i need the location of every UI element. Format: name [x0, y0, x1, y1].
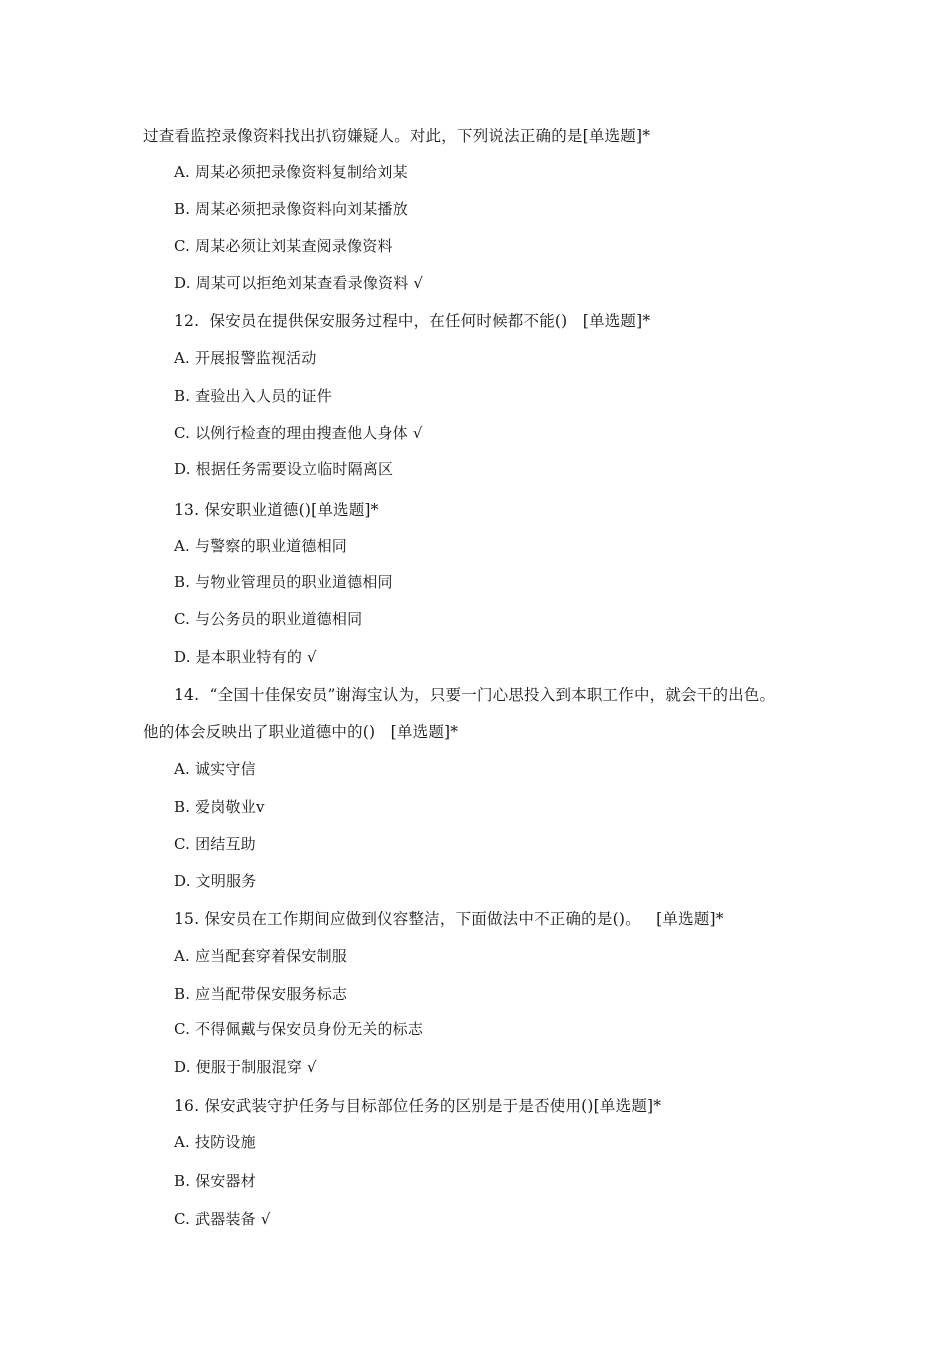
- option-d: D. 周某可以拒绝刘某查看录像资料 √: [174, 274, 424, 292]
- option-b: B. 爱岗敬业v: [174, 798, 265, 816]
- option-a: A. 应当配套穿着保安制服: [174, 947, 347, 965]
- option-a: A. 技防设施: [174, 1133, 256, 1151]
- option-c: C. 与公务员的职业道德相同: [174, 610, 363, 628]
- option-b: B. 周某必须把录像资料向刘某播放: [174, 200, 408, 218]
- question-14-stem-continuation: 他的体会反映出了职业道德中的() [单选题]*: [143, 723, 459, 741]
- option-d: D. 文明服务: [174, 872, 257, 890]
- option-b: B. 与物业管理员的职业道德相同: [174, 573, 393, 591]
- option-b: B. 保安器材: [174, 1172, 256, 1190]
- option-d: D. 根据任务需要设立临时隔离区: [174, 460, 394, 478]
- option-c: C. 周某必须让刘某查阅录像资料: [174, 237, 393, 255]
- option-c: C. 以例行检查的理由搜查他人身体 √: [174, 424, 423, 442]
- option-a: A. 开展报警监视活动: [174, 349, 317, 367]
- option-b: B. 应当配带保安服务标志: [174, 985, 348, 1003]
- option-c: C. 团结互助: [174, 835, 256, 853]
- option-d: D. 是本职业特有的 √: [174, 648, 317, 666]
- question-14-stem: 14. “全国十佳保安员”谢海宝认为，只要一门心思投入到本职工作中，就会干的出色。: [174, 686, 776, 704]
- option-d: D. 便服于制服混穿 √: [174, 1058, 317, 1076]
- question-16-stem: 16. 保安武装守护任务与目标部位任务的区别是于是否使用()[单选题]*: [174, 1097, 662, 1115]
- option-b: B. 查验出入人员的证件: [174, 387, 332, 405]
- question-12-stem: 12. 保安员在提供保安服务过程中，在任何时候都不能() [单选题]*: [174, 312, 651, 330]
- question-11-stem-continuation: 过查看监控录像资料找出扒窃嫌疑人。对此，下列说法正确的是[单选题]*: [143, 127, 651, 145]
- option-a: A. 诚实守信: [174, 760, 256, 778]
- question-13-stem: 13. 保安职业道德()[单选题]*: [174, 501, 379, 519]
- option-a: A. 与警察的职业道德相同: [174, 537, 347, 555]
- option-a: A. 周某必须把录像资料复制给刘某: [174, 163, 408, 181]
- option-c: C. 武器装备 √: [174, 1210, 271, 1228]
- question-15-stem: 15. 保安员在工作期间应做到仪容整洁，下面做法中不正确的是()。 [单选题]*: [174, 910, 724, 928]
- option-c: C. 不得佩戴与保安员身份无关的标志: [174, 1020, 424, 1038]
